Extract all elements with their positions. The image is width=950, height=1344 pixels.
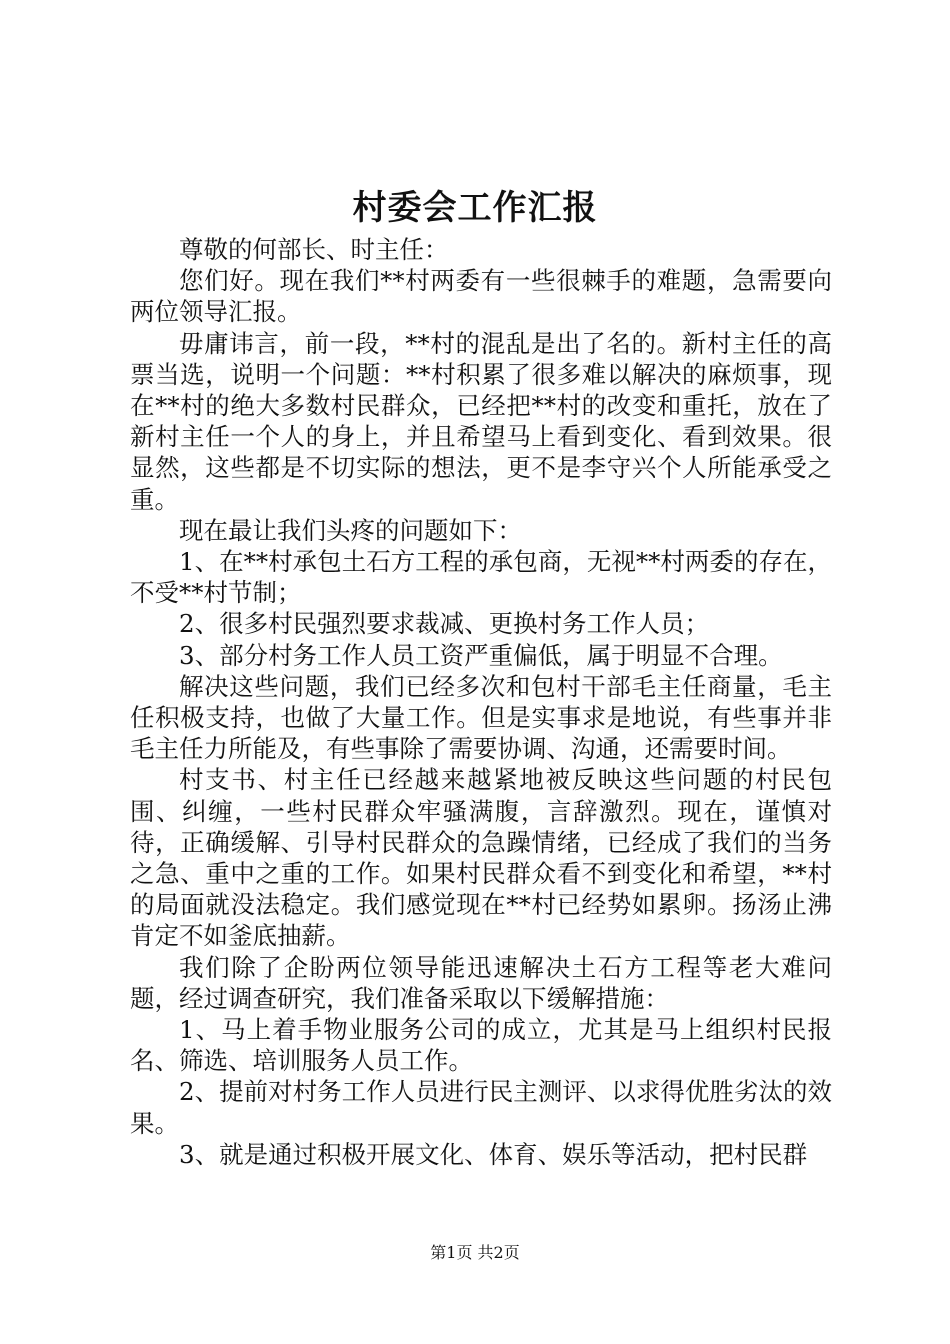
body-paragraph: 现在最让我们头疼的问题如下： (179, 515, 522, 545)
body-paragraph: 村支书、村主任已经越来越紧地被反映这些问题的村民包围、纠缠，一些村民群众牢骚满腹，言辞激烈。现在，谨慎对待，正确缓解、引导村民群众的急躁情绪，已经成了我们的当务之急、重中之重的工作。如果村民群众看不到变化和希望，**村的局面就没法稳定。我们感觉现在**村已经势如累卵。扬汤止沸肯定不如釜底抽薪。 (130, 765, 832, 951)
page-number: 第1页 共2页 (430, 1243, 520, 1262)
body-paragraph: 您们好。现在我们**村两委有一些很棘手的难题，急需要向两位领导汇报。 (130, 266, 832, 327)
problem-item: 2、很多村民强烈要求裁减、更换村务工作人员； (179, 609, 710, 639)
salutation: 尊敬的何部长、时主任： (179, 235, 449, 264)
body-paragraph: 解决这些问题，我们已经多次和包村干部毛主任商量，毛主任积极支持，也做了大量工作。但是实事求是地说，有些事并非毛主任力所能及，有些事除了需要协调、沟通，还需要时间。 (130, 671, 832, 764)
document-body (130, 234, 832, 1170)
problem-item: 1、在**村承包土石方工程的承包商，无视**村两委的存在，不受**村节制； (130, 547, 832, 608)
document-title: 村委会工作汇报 (352, 188, 598, 228)
measure-item: 3、就是通过积极开展文化、体育、娱乐等活动，把村民群 (179, 1139, 808, 1169)
measure-item: 1、马上着手物业服务公司的成立，尤其是马上组织村民报名、筛选、培训服务人员工作。 (130, 1015, 832, 1076)
body-paragraph: 我们除了企盼两位领导能迅速解决土石方工程等老大难问题，经过调查研究，我们准备采取以下缓解措施： (130, 952, 832, 1013)
body-paragraph: 毋庸讳言，前一段，**村的混乱是出了名的。新村主任的高票当选，说明一个问题：**村积累了很多难以解决的麻烦事，现在**村的绝大多数村民群众，已经把**村的改变和重托，放在了新村主任一个人的身上，并且希望马上看到变化、看到效果。很显然，这些都是不切实际的想法，更不是李守兴个人所能承受之重。 (130, 328, 832, 514)
problem-item: 3、部分村务工作人员工资严重偏低，属于明显不合理。 (179, 640, 783, 670)
measure-item: 2、提前对村务工作人员进行民主测评、以求得优胜劣汰的效果。 (130, 1077, 832, 1138)
